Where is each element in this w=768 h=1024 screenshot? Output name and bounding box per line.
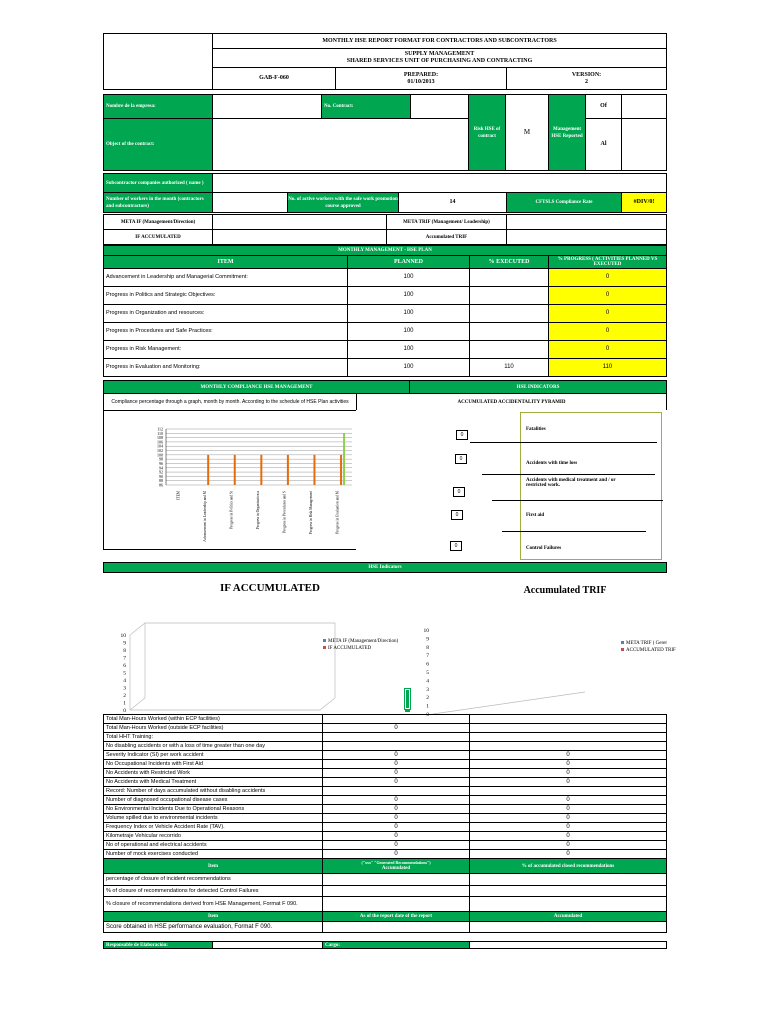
recommendation-accumulated-field[interactable] bbox=[322, 896, 470, 912]
trif-accumulated-field[interactable] bbox=[506, 229, 667, 245]
indicator-row-accumulated-value[interactable]: 0 bbox=[469, 759, 667, 769]
chart-bar bbox=[287, 455, 289, 485]
indicator-row-label: Record: Number of days accumulated without disabling accidents bbox=[103, 786, 323, 796]
trif-legend bbox=[621, 640, 676, 654]
indicator-row-accumulated-value[interactable]: 0 bbox=[469, 777, 667, 787]
y-tick-label: 110 bbox=[157, 430, 163, 436]
pyramid-level-label: Control Failures bbox=[526, 546, 562, 551]
indicator-row-period-value[interactable]: 0 bbox=[322, 822, 470, 832]
compliance-section-title: MONTHLY COMPLIANCE HSE MANAGEMENT bbox=[103, 380, 410, 394]
trif-legend-meta: META TRIF ( Gerer bbox=[621, 640, 668, 647]
version-block bbox=[506, 67, 667, 90]
position-field[interactable] bbox=[469, 941, 667, 949]
pyramid-level-label: Accidents with time loss bbox=[526, 461, 578, 466]
indicator-row-label: Number of diagnosed occupational disease cases bbox=[103, 795, 323, 805]
plan-row-executed[interactable] bbox=[469, 268, 549, 287]
y-tick-label: 9 bbox=[426, 636, 429, 643]
pyramid-title: ACCUMULATED ACCIDENTALITY PYRAMID bbox=[356, 393, 667, 411]
y-tick-label: 7 bbox=[123, 655, 126, 662]
plan-row-item: Progress in Organization and resources: bbox=[103, 304, 348, 323]
indicator-row-label: Total HHT Training: bbox=[103, 732, 323, 742]
score-row-label: Score obtained in HSE performance evaluation, Format F 090. bbox=[103, 921, 323, 933]
plan-row-planned[interactable]: 100 bbox=[347, 268, 470, 287]
indicator-row-label: No disabling accidents or with a loss of time greater than one day bbox=[103, 741, 323, 751]
indicator-row-label: Volume spilled due to environmental incidents bbox=[103, 813, 323, 823]
plan-row-executed[interactable] bbox=[469, 322, 549, 341]
contract-number-field[interactable] bbox=[410, 94, 469, 119]
y-tick-label: 8 bbox=[426, 644, 429, 651]
indicator-row-accumulated-value[interactable]: 0 bbox=[469, 813, 667, 823]
indicator-row-period-value[interactable]: 0 bbox=[322, 849, 470, 859]
compliance-bar-chart bbox=[104, 411, 356, 549]
indicator-row-label: No Accidents with Restricted Work bbox=[103, 768, 323, 778]
pyramid-value-box: 0 bbox=[453, 487, 465, 497]
plan-row-item: Progress in Procedures and Safe Practices: bbox=[103, 322, 348, 341]
plan-row-executed[interactable] bbox=[469, 286, 549, 305]
y-tick-label: 10 bbox=[423, 628, 429, 634]
indicator-row-label: Kilometraje Vehicular recorrido bbox=[103, 831, 323, 841]
recommendation-row-label: % of closure of recommendations for detected Control Failures bbox=[103, 885, 323, 897]
version-label: VERSION: bbox=[571, 71, 602, 78]
y-tick-label: 94 bbox=[159, 465, 163, 471]
version-value: 2 bbox=[585, 78, 588, 85]
plan-row-progress: 0 bbox=[548, 286, 667, 305]
indicator-row-accumulated-value[interactable]: 0 bbox=[469, 804, 667, 814]
y-tick-label: 4 bbox=[123, 678, 126, 684]
if-accumulated-chart bbox=[110, 620, 350, 720]
indicator-row-period-value[interactable]: 0 bbox=[322, 777, 470, 787]
y-tick-label: 9 bbox=[123, 640, 126, 647]
pyramid-level-label: Fatalities bbox=[526, 427, 546, 432]
score-col-item: Item bbox=[103, 911, 323, 922]
plan-row-planned[interactable]: 100 bbox=[347, 322, 470, 341]
subcontractor-label: Subcontractor companies authorized ( name ) bbox=[103, 173, 213, 193]
if-accumulated-label: IF ACCUMULATED bbox=[103, 229, 213, 245]
pyramid-level-label: First aid bbox=[526, 513, 545, 518]
risk-hse-value: M bbox=[505, 94, 549, 171]
y-tick-label: 8 bbox=[123, 648, 126, 654]
rec-col-item: Item bbox=[103, 858, 323, 874]
trif-chart-title: Accumulated TRIF bbox=[523, 585, 607, 596]
pyramid-divider bbox=[492, 500, 663, 501]
recommendation-row-label: % closure of recommendations derived from HSE Management, Format F 090. bbox=[103, 896, 323, 912]
active-workers-value: 14 bbox=[398, 192, 507, 213]
prepared-block bbox=[335, 67, 507, 90]
y-tick-label: 96 bbox=[159, 460, 163, 466]
y-tick-label: 10 bbox=[120, 633, 126, 639]
x-tick-label: Progress in Risk Management bbox=[309, 491, 314, 535]
plan-col-item: ITEM bbox=[103, 255, 348, 269]
indicator-row-label: Total Man-Hours Worked (outside ECP facilities) bbox=[103, 723, 323, 733]
responsible-label: Responsable de Elaboración: bbox=[103, 941, 213, 949]
plan-row-item: Progress in Risk Management: bbox=[103, 340, 348, 359]
indicator-row-label: No Occupational Incidents with First Aid bbox=[103, 759, 323, 769]
pyramid-value-box: 0 bbox=[455, 454, 467, 464]
plan-row-planned[interactable]: 100 bbox=[347, 304, 470, 323]
hse-indicators-bar: HSE Indicators bbox=[103, 562, 667, 573]
x-tick-label: Progress in Organization a bbox=[256, 491, 260, 530]
y-tick-label: 7 bbox=[426, 653, 429, 660]
if-accumulated-field[interactable] bbox=[212, 229, 387, 245]
plan-row-progress: 0 bbox=[548, 304, 667, 323]
chart-bar bbox=[260, 455, 262, 485]
unit-name: SHARED SERVICES UNIT OF PURCHASING AND CONTRACTING bbox=[346, 58, 533, 64]
plan-col-executed: % EXECUTED bbox=[469, 255, 549, 269]
score-accumulated-field[interactable] bbox=[469, 921, 667, 933]
indicator-row-label: Frequency Index or Vehicle Accident Rate (TAV). bbox=[103, 822, 323, 832]
chart-bar bbox=[340, 455, 342, 485]
pyramid-divider bbox=[482, 474, 655, 475]
position-label: Cargo: bbox=[322, 941, 470, 949]
y-tick-label: 100 bbox=[157, 452, 163, 458]
y-tick-label: 3 bbox=[123, 685, 126, 692]
plan-row-progress: 0 bbox=[548, 340, 667, 359]
pyramid-value-box: 0 bbox=[450, 541, 462, 551]
indicator-row-accumulated-value[interactable]: 0 bbox=[469, 831, 667, 841]
prepared-date: 01/10/2013 bbox=[407, 78, 435, 85]
period-from-value[interactable]: Of bbox=[585, 94, 622, 119]
meta-trif-label: META TRIF (Management/ Leadership) bbox=[386, 214, 507, 230]
company-label: Nombre de la empresa: bbox=[103, 94, 213, 119]
rec-col-accumulated bbox=[322, 858, 470, 874]
indicator-row-period-value[interactable]: 0 bbox=[322, 804, 470, 814]
y-tick-label: 106 bbox=[157, 439, 163, 445]
workers-count-field[interactable] bbox=[212, 192, 288, 213]
plan-row-progress: 0 bbox=[548, 322, 667, 341]
x-tick-label: Progress in Evaluation and M bbox=[335, 491, 340, 534]
recommendation-closed-field[interactable] bbox=[469, 896, 667, 912]
y-tick-label: 102 bbox=[157, 448, 163, 454]
period-to-field[interactable] bbox=[621, 118, 667, 171]
y-tick-label: 4 bbox=[426, 678, 429, 685]
chart-bar bbox=[343, 433, 345, 485]
contract-number-label: No. Contract: bbox=[321, 94, 411, 119]
compliance-chart-panel bbox=[103, 410, 357, 550]
y-tick-label: 5 bbox=[123, 670, 126, 677]
indicator-row-period-value[interactable]: 0 bbox=[322, 750, 470, 760]
report-title: MONTHLY HSE REPORT FORMAT FOR CONTRACTORS AND SUBCONTRACTORS bbox=[212, 33, 667, 49]
score-col-date: As of the report date of the report bbox=[322, 911, 470, 922]
x-tick-label: Progress in Procedures and S bbox=[282, 491, 287, 533]
pyramid-value-box: 0 bbox=[451, 510, 463, 520]
prepared-label: PREPARED: bbox=[403, 71, 439, 78]
indicator-row-label: No Environmental Incidents Due to Operational Reasons bbox=[103, 804, 323, 814]
y-tick-label: 104 bbox=[157, 443, 163, 449]
y-tick-label: 3 bbox=[426, 686, 429, 693]
indicator-row-period-value[interactable]: 0 bbox=[322, 723, 470, 733]
if-legend-accumulated: IF ACCUMULATED bbox=[323, 645, 398, 652]
plan-col-progress: % PROGRESS ( ACTIVITIES PLANNED VS EXECUTED bbox=[548, 255, 667, 269]
plan-row-executed[interactable] bbox=[469, 340, 549, 359]
if-chart-title: IF ACCUMULATED bbox=[220, 582, 320, 594]
rec-col-accumulated-label: Accumulated bbox=[381, 866, 411, 871]
chart-back-wall bbox=[130, 623, 145, 710]
indicator-row-period-value[interactable]: 0 bbox=[322, 831, 470, 841]
y-tick-label: 6 bbox=[426, 661, 429, 668]
header-logo-cell bbox=[103, 33, 213, 90]
chart-bar bbox=[234, 455, 236, 485]
trif-accumulated-label: Accumulated TRIF bbox=[386, 229, 507, 245]
y-tick-label: 112 bbox=[157, 426, 163, 432]
indicator-row-accumulated-value[interactable]: 0 bbox=[469, 849, 667, 859]
pyramid-level-label: Accidents with medical treatment and / or restricted work. bbox=[526, 478, 616, 488]
hse-indicators-section-title: HSE INDICATORS bbox=[409, 380, 667, 394]
if-legend bbox=[323, 638, 398, 652]
recommendation-row-label: percentage of closure of incident recommendations bbox=[103, 873, 323, 886]
indicator-row-accumulated-value[interactable]: 0 bbox=[469, 840, 667, 850]
indicator-row-accumulated-value[interactable]: 0 bbox=[469, 750, 667, 760]
score-date-field[interactable] bbox=[322, 921, 470, 933]
compliance-graph-note: Compliance percentage through a graph, month by month. According to the schedule of HSE Plan activities bbox=[103, 393, 357, 411]
contract-object-label: Object of the contract: bbox=[103, 118, 213, 171]
indicator-row-period-value[interactable]: 0 bbox=[322, 759, 470, 769]
indicator-row-accumulated-value[interactable]: 0 bbox=[469, 768, 667, 778]
pyramid-divider bbox=[470, 442, 657, 443]
plan-row-executed[interactable]: 110 bbox=[469, 358, 549, 377]
indicator-row-period-value[interactable]: 0 bbox=[322, 840, 470, 850]
chart-bar bbox=[313, 455, 315, 485]
indicator-row-label: No of operational and electrical accidents bbox=[103, 840, 323, 850]
plan-row-executed[interactable] bbox=[469, 304, 549, 323]
y-tick-label: 2 bbox=[426, 695, 429, 702]
company-name-field[interactable] bbox=[212, 94, 322, 119]
indicator-row-label: Total Man-Hours Worked (within ECP facilities) bbox=[103, 714, 323, 724]
y-tick-label: 1 bbox=[123, 700, 126, 707]
y-tick-label: 5 bbox=[426, 670, 429, 676]
y-tick-label: 108 bbox=[157, 435, 163, 441]
rec-col-closed: % of accumulated closed recommendations bbox=[469, 858, 667, 874]
period-to-value[interactable]: Al bbox=[585, 118, 622, 171]
responsible-field[interactable] bbox=[212, 941, 323, 949]
plan-row-item: Advancement in Leadership and Managerial Commitment: bbox=[103, 268, 348, 287]
pyramid-value-box: 0 bbox=[456, 430, 468, 440]
score-col-accumulated: Accumulated bbox=[469, 911, 667, 922]
plan-row-item: Progress in Politics and Strategic Objectives: bbox=[103, 286, 348, 305]
hse-plan-section-title: MONTHLY MANAGEMENT - HSE PLAN bbox=[103, 245, 667, 256]
cftsls-label: CFTSLS Compliance Rate bbox=[506, 192, 622, 213]
plan-row-planned[interactable]: 100 bbox=[347, 340, 470, 359]
plan-row-item: Progress in Evaluation and Monitoring: bbox=[103, 358, 348, 377]
y-tick-label: 88 bbox=[159, 478, 163, 484]
period-from-field[interactable] bbox=[621, 94, 667, 119]
chart-bar bbox=[405, 689, 410, 709]
indicator-row-period-value[interactable]: 0 bbox=[322, 813, 470, 823]
y-tick-label: 1 bbox=[426, 703, 429, 710]
meta-if-label: META IF (Management/Direction) bbox=[103, 214, 213, 230]
indicator-row-period-value[interactable]: 0 bbox=[322, 768, 470, 778]
plan-row-planned[interactable]: 100 bbox=[347, 358, 470, 377]
pyramid-divider bbox=[502, 531, 646, 532]
contract-object-field[interactable] bbox=[212, 118, 469, 171]
trif-legend-accumulated: ACCUMULATED TRIF bbox=[621, 647, 668, 654]
chart-bar bbox=[207, 455, 209, 485]
chart-floor bbox=[433, 692, 585, 714]
trif-accumulated-chart bbox=[415, 620, 595, 720]
x-tick-label: Advancement in Leadership and M bbox=[202, 491, 207, 542]
workers-count-label: Number of workers in the month (contractors and subcontractors) bbox=[103, 192, 213, 213]
form-code: GAB-F-060 bbox=[212, 67, 336, 90]
department-name: SUPPLY MANAGEMENT bbox=[404, 51, 475, 57]
indicator-row-accumulated-value[interactable]: 0 bbox=[469, 822, 667, 832]
cftsls-value: #DIV/0! bbox=[621, 192, 667, 213]
meta-if-field[interactable] bbox=[212, 214, 387, 230]
subcontractor-field[interactable] bbox=[212, 173, 667, 193]
indicator-row-label: No Accidents with Medical Treatment bbox=[103, 777, 323, 787]
management-reported-label: Management HSE Reported bbox=[548, 94, 586, 171]
plan-col-planned: PLANNED bbox=[347, 255, 470, 269]
risk-hse-label: Risk HSE of contract bbox=[468, 94, 506, 171]
y-tick-label: 6 bbox=[123, 663, 126, 669]
y-tick-label: 90 bbox=[159, 473, 163, 479]
indicator-row-accumulated-value[interactable]: 0 bbox=[469, 795, 667, 805]
y-tick-label: 98 bbox=[159, 456, 163, 462]
plan-row-progress: 0 bbox=[548, 268, 667, 287]
chart-floor bbox=[130, 623, 335, 710]
x-tick-label: Progress in Politics and St bbox=[229, 491, 234, 529]
if-legend-meta: META IF (Management/Direction) bbox=[323, 638, 398, 645]
active-workers-label: No. of active workers with the safe work promotion course approved bbox=[287, 192, 399, 213]
y-tick-label: 2 bbox=[123, 693, 126, 699]
x-tick-label: ITEM bbox=[176, 491, 181, 500]
meta-trif-field[interactable] bbox=[506, 214, 667, 230]
indicator-row-label: Number of mock exercises conducted bbox=[103, 849, 323, 859]
rec-col-accumulated-top: ("xxx" "Generated Recommendations") bbox=[361, 860, 431, 865]
y-tick-label: 0 bbox=[123, 708, 126, 714]
indicator-row-period-value[interactable]: 0 bbox=[322, 795, 470, 805]
y-tick-label: 0 bbox=[426, 712, 429, 718]
department-block bbox=[212, 48, 667, 68]
y-tick-label: 92 bbox=[159, 469, 163, 475]
indicator-row-label: Severity Indicator (SI) per work accident bbox=[103, 750, 323, 760]
plan-row-planned[interactable]: 100 bbox=[347, 286, 470, 305]
plan-row-progress: 110 bbox=[548, 358, 667, 377]
y-tick-label: 86 bbox=[159, 482, 163, 488]
